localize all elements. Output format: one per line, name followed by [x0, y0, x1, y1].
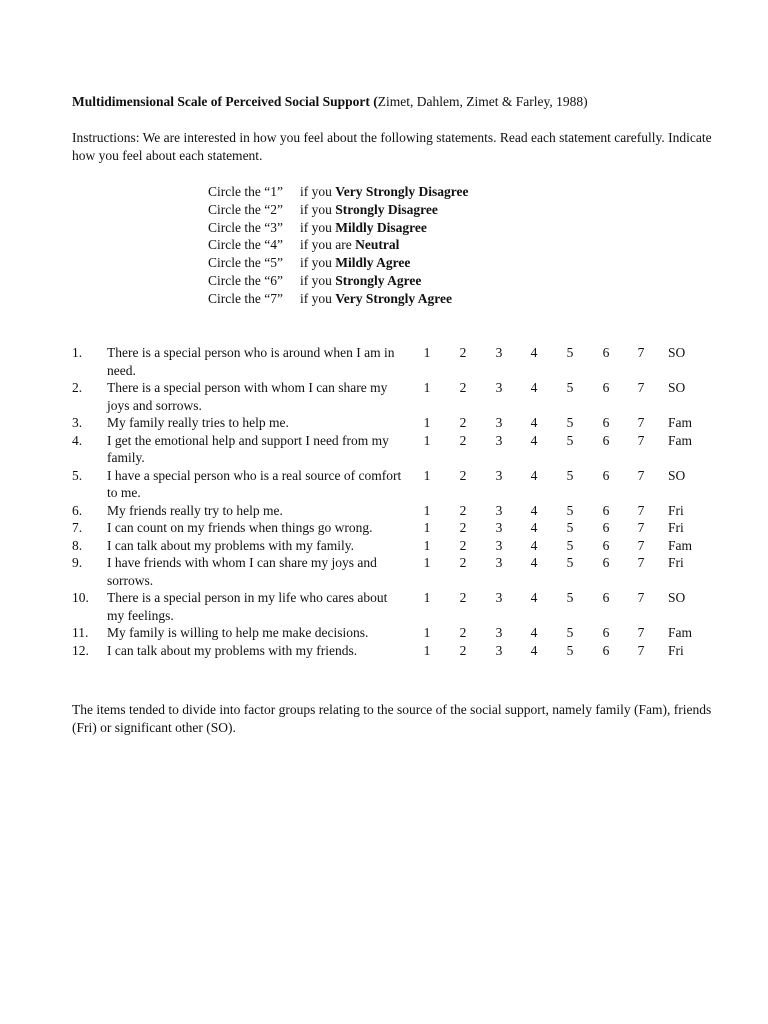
item-source: Fri [668, 502, 684, 518]
footer-note: The items tended to divide into factor groups relating to the source of the social support, namely family (Fam), friends (Fri) or significant other (SO). [72, 702, 712, 735]
rating-option-6[interactable]: 6 [602, 555, 610, 570]
item-source: SO [668, 590, 686, 605]
rating-option-1[interactable]: 1 [423, 380, 431, 395]
rating-option-4[interactable]: 4 [530, 555, 538, 570]
item-statement: I have friends with whom I can share my joys and sorrows. [107, 555, 377, 588]
rating-option-7[interactable]: 7 [637, 380, 645, 395]
scale-label: Mildly Disagree [335, 219, 427, 235]
item-statement: There is a special person who is around when I am in need. [107, 345, 395, 378]
rating-option-7[interactable]: 7 [637, 625, 645, 640]
rating-option-6[interactable]: 6 [602, 467, 610, 483]
rating-option-1[interactable]: 1 [423, 555, 431, 570]
scale-mid: if you [300, 184, 332, 199]
rating-option-4[interactable]: 4 [530, 590, 538, 605]
rating-option-4[interactable]: 4 [530, 642, 538, 658]
scale-prefix: Circle the “2” [208, 201, 283, 217]
rating-option-4[interactable]: 4 [530, 415, 538, 430]
rating-option-4[interactable]: 4 [530, 502, 538, 518]
item-source: Fri [668, 555, 684, 570]
item-number: 7. [72, 520, 83, 535]
rating-option-3[interactable]: 3 [495, 625, 503, 640]
rating-option-5[interactable]: 5 [566, 467, 574, 483]
rating-option-5[interactable]: 5 [566, 537, 574, 553]
rating-option-1[interactable]: 1 [423, 467, 431, 483]
rating-option-5[interactable]: 5 [566, 432, 574, 448]
rating-option-7[interactable]: 7 [637, 415, 645, 430]
rating-option-1[interactable]: 1 [423, 537, 431, 553]
scale-mid: if you [300, 219, 332, 235]
item-number: 3. [72, 415, 83, 430]
response-scale-legend [208, 183, 469, 308]
rating-option-4[interactable]: 4 [530, 520, 538, 535]
rating-option-3[interactable]: 3 [495, 345, 503, 360]
rating-option-7[interactable]: 7 [637, 642, 645, 658]
scale-mid: if you [300, 201, 332, 217]
scale-label: Strongly Disagree [335, 201, 438, 217]
rating-option-4[interactable]: 4 [530, 625, 538, 640]
item-statement: I get the emotional help and support I need from my family. [107, 432, 389, 465]
item-statement: I can talk about my problems with my friends. [107, 642, 358, 658]
rating-option-5[interactable]: 5 [566, 590, 574, 605]
rating-option-4[interactable]: 4 [530, 432, 538, 448]
rating-option-3[interactable]: 3 [495, 432, 503, 448]
rating-option-5[interactable]: 5 [566, 520, 574, 535]
scale-line [208, 219, 469, 237]
scale-prefix: Circle the “7” [208, 290, 283, 306]
rating-option-6[interactable]: 6 [602, 590, 610, 605]
rating-option-5[interactable]: 5 [566, 415, 574, 430]
table-row [72, 379, 732, 414]
scale-line [208, 236, 469, 254]
rating-option-1[interactable]: 1 [423, 520, 431, 535]
rating-option-4[interactable]: 4 [530, 537, 538, 553]
scale-label: Very Strongly Disagree [335, 184, 469, 199]
item-number: 6. [72, 502, 83, 518]
rating-option-4[interactable]: 4 [530, 467, 538, 483]
rating-option-1[interactable]: 1 [423, 415, 431, 430]
scale-line [208, 183, 469, 201]
rating-option-2[interactable]: 2 [459, 415, 467, 430]
item-source: Fri [668, 520, 684, 535]
rating-option-1[interactable]: 1 [423, 590, 431, 605]
rating-option-3[interactable]: 3 [495, 555, 503, 570]
rating-option-5[interactable]: 5 [566, 642, 574, 658]
scale-mid: if you are [300, 237, 352, 253]
rating-option-2[interactable]: 2 [459, 467, 467, 483]
item-number: 12. [72, 642, 89, 658]
item-statement: There is a special person in my life who cares about my feelings. [107, 590, 388, 623]
item-source: Fam [668, 432, 693, 448]
table-row [72, 537, 732, 555]
rating-option-7[interactable]: 7 [637, 537, 645, 553]
scale-line [208, 254, 469, 272]
rating-option-7[interactable]: 7 [637, 432, 645, 448]
rating-option-6[interactable]: 6 [602, 432, 610, 448]
rating-option-2[interactable]: 2 [459, 345, 467, 360]
rating-option-2[interactable]: 2 [459, 502, 467, 518]
scale-label: Neutral [355, 237, 400, 253]
item-number: 4. [72, 432, 83, 448]
table-row [72, 589, 732, 624]
item-number: 10. [72, 590, 89, 605]
rating-option-4[interactable]: 4 [530, 345, 538, 360]
items-list [72, 344, 732, 659]
item-source: Fri [668, 642, 684, 658]
rating-option-2[interactable]: 2 [459, 432, 467, 448]
item-statement: My friends really try to help me. [107, 502, 283, 518]
rating-option-7[interactable]: 7 [637, 467, 645, 483]
item-statement: I have a special person who is a real source of comfort to me. [107, 467, 402, 500]
item-statement: My family really tries to help me. [107, 415, 289, 430]
scale-line [208, 290, 469, 308]
rating-option-5[interactable]: 5 [566, 625, 574, 640]
rating-option-3[interactable]: 3 [495, 502, 503, 518]
item-statement: My family is willing to help me make decisions. [107, 625, 369, 640]
item-number: 11. [72, 625, 89, 640]
item-statement: I can count on my friends when things go wrong. [107, 520, 373, 535]
rating-option-2[interactable]: 2 [459, 520, 467, 535]
scale-prefix: Circle the “5” [208, 255, 283, 271]
rating-option-6[interactable]: 6 [602, 380, 610, 395]
rating-option-7[interactable]: 7 [637, 345, 645, 360]
scale-prefix: Circle the “3” [208, 219, 283, 235]
rating-option-3[interactable]: 3 [495, 642, 503, 658]
table-row [72, 624, 732, 642]
item-source: SO [668, 467, 686, 483]
rating-option-1[interactable]: 1 [423, 625, 431, 640]
item-number: 9. [72, 555, 83, 570]
table-row [72, 502, 732, 520]
item-source: Fam [668, 625, 693, 640]
rating-option-3[interactable]: 3 [495, 590, 503, 605]
item-source: Fam [668, 415, 693, 430]
scale-label: Strongly Agree [335, 272, 422, 288]
rating-option-3[interactable]: 3 [495, 380, 503, 395]
table-row [72, 414, 732, 432]
item-number: 1. [72, 345, 83, 360]
rating-option-7[interactable]: 7 [637, 555, 645, 570]
title-bold: Multidimensional Scale of Perceived Social Support ( [72, 94, 378, 109]
rating-option-5[interactable]: 5 [566, 380, 574, 395]
item-statement: I can talk about my problems with my family. [107, 537, 354, 553]
rating-option-4[interactable]: 4 [530, 380, 538, 395]
scale-mid: if you [300, 290, 332, 306]
item-number: 8. [72, 537, 83, 553]
table-row [72, 344, 732, 379]
rating-option-6[interactable]: 6 [602, 537, 610, 553]
scale-prefix: Circle the “4” [208, 237, 283, 253]
scale-label: Very Strongly Agree [335, 290, 452, 306]
rating-option-5[interactable]: 5 [566, 345, 574, 360]
item-source: SO [668, 380, 686, 395]
rating-option-1[interactable]: 1 [423, 345, 431, 360]
rating-option-6[interactable]: 6 [602, 625, 610, 640]
rating-option-2[interactable]: 2 [459, 642, 467, 658]
document-title [72, 94, 588, 110]
rating-option-6[interactable]: 6 [602, 520, 610, 535]
rating-option-7[interactable]: 7 [637, 590, 645, 605]
table-row [72, 432, 732, 467]
rating-option-2[interactable]: 2 [459, 537, 467, 553]
rating-option-7[interactable]: 7 [637, 520, 645, 535]
item-number: 2. [72, 380, 83, 395]
rating-option-3[interactable]: 3 [495, 467, 503, 483]
scale-mid: if you [300, 255, 332, 271]
scale-line [208, 272, 469, 290]
scale-label: Mildly Agree [335, 255, 411, 271]
item-source: Fam [668, 537, 693, 553]
rating-option-6[interactable]: 6 [602, 642, 610, 658]
rating-option-5[interactable]: 5 [566, 555, 574, 570]
rating-option-3[interactable]: 3 [495, 520, 503, 535]
rating-option-1[interactable]: 1 [423, 502, 431, 518]
item-number: 5. [72, 467, 83, 483]
rating-option-6[interactable]: 6 [602, 345, 610, 360]
rating-option-6[interactable]: 6 [602, 415, 610, 430]
table-row [72, 467, 732, 502]
rating-option-1[interactable]: 1 [423, 432, 431, 448]
item-source: SO [668, 345, 686, 360]
instructions: Instructions: We are interested in how you feel about the following statements. Read each statement carefully. Indicate how you feel about each statement. [72, 130, 712, 163]
table-row [72, 642, 732, 660]
rating-option-7[interactable]: 7 [637, 502, 645, 518]
rating-option-2[interactable]: 2 [459, 555, 467, 570]
rating-option-1[interactable]: 1 [423, 642, 431, 658]
rating-option-5[interactable]: 5 [566, 502, 574, 518]
scale-mid: if you [300, 272, 332, 288]
rating-option-6[interactable]: 6 [602, 502, 610, 518]
rating-option-3[interactable]: 3 [495, 415, 503, 430]
scale-prefix: Circle the “1” [208, 184, 283, 199]
scale-line [208, 201, 469, 219]
scale-prefix: Circle the “6” [208, 272, 283, 288]
item-statement: There is a special person with whom I can share my joys and sorrows. [107, 380, 388, 413]
rating-option-2[interactable]: 2 [459, 625, 467, 640]
title-citation: Zimet, Dahlem, Zimet & Farley, 1988) [377, 94, 588, 109]
table-row [72, 519, 732, 537]
rating-option-2[interactable]: 2 [459, 380, 467, 395]
rating-option-2[interactable]: 2 [459, 590, 467, 605]
rating-option-3[interactable]: 3 [495, 537, 503, 553]
table-row [72, 554, 732, 589]
